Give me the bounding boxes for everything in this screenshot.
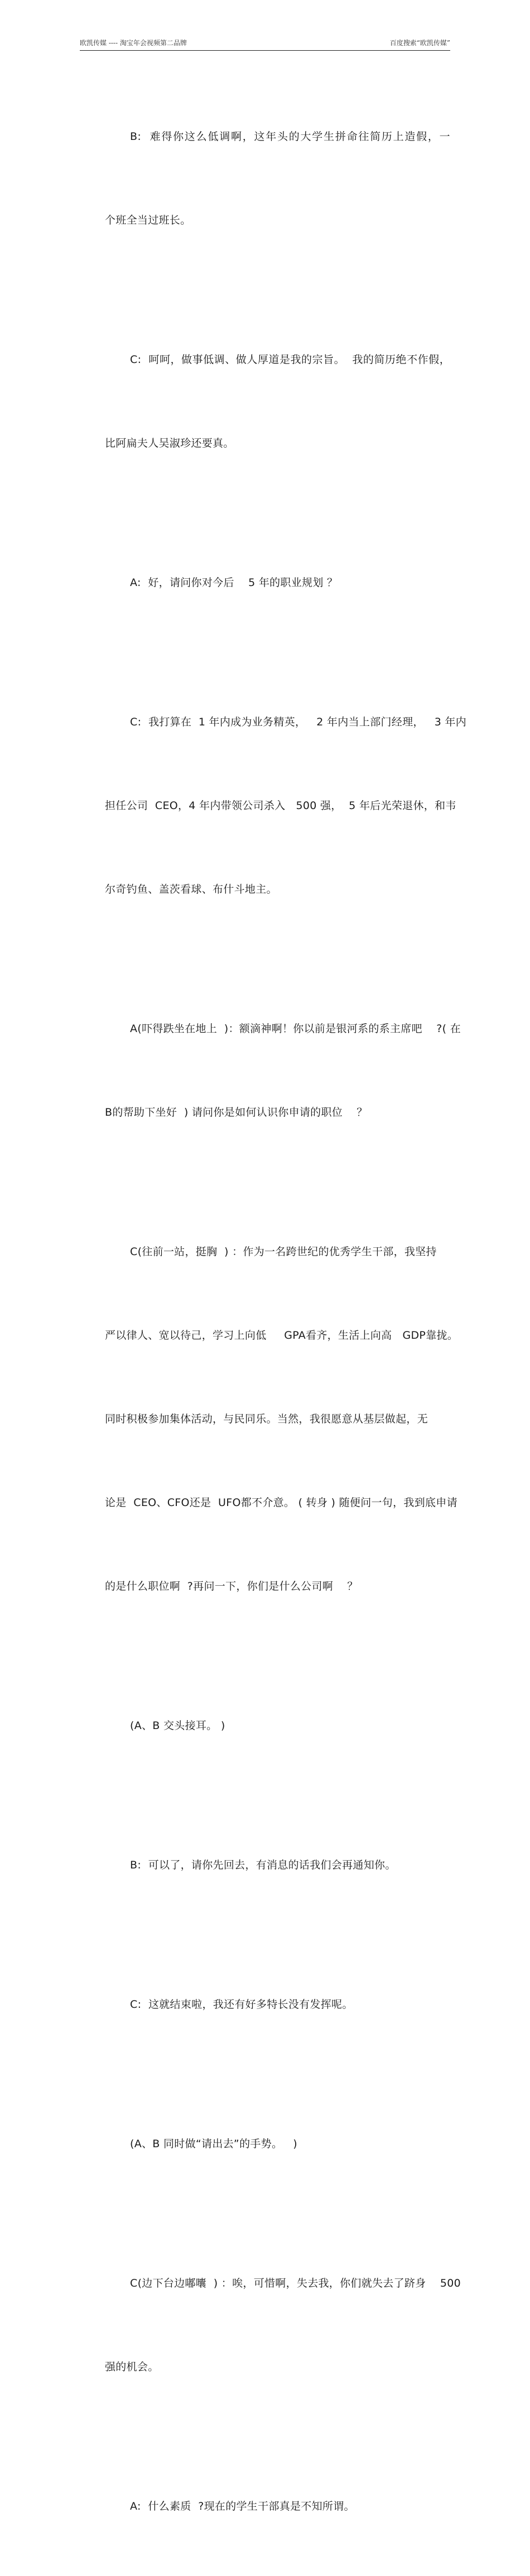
paragraph <box>80 2214 461 2437</box>
paragraph <box>80 513 450 652</box>
paragraph <box>80 1656 450 1795</box>
text-line: A: 什么素质 ?现在的学生干部真是不知所谓。 <box>130 2500 355 2512</box>
paragraph <box>80 1182 459 1656</box>
header-left-text: 欧凯传媒 ---- 淘宝年会视频第二品牌 <box>80 39 187 47</box>
text-line: 同时积极参加集体活动，与民同乐。当然，我很愿意从基层做起，无 <box>105 1413 428 1425</box>
text-line: (A、B 同时做“请出去”的手势。 ) <box>130 2138 298 2150</box>
paragraph <box>80 1935 450 2074</box>
text-line: 比阿扁夫人吴淑珍还要真。 <box>105 437 234 449</box>
text-line: B: 难得你这么低调啊，这年头的大学生拼命往简历上造假，一 <box>130 130 450 143</box>
paragraph <box>80 67 450 290</box>
text-line: C(边下台边嘟囔 ) ：唉，可惜啊，失去我，你们就失去了跻身 500 <box>130 2277 461 2289</box>
text-line: 强的机会。 <box>105 2361 159 2373</box>
paragraph <box>80 652 467 959</box>
paragraph <box>80 959 461 1182</box>
paragraph <box>80 2074 450 2214</box>
text-line: A(吓得跌坐在地上 )：额滴神啊！你以前是银河系的系主席吧 ?( 在 <box>130 1023 461 1035</box>
text-line: 严以律人、宽以待己，学习上向低 GPA看齐，生活上向高 GDP靠拢。 <box>105 1329 459 1342</box>
text-line: 的是什么职位啊 ?再问一下，你们是什么公司啊 ？ <box>105 1580 358 1592</box>
text-line: 担任公司 CEO，4 年内带领公司杀入 500 强， 5 年后光荣退休，和韦 <box>105 800 456 812</box>
paragraph <box>80 290 450 513</box>
text-line: B的帮助下坐好 ) 请问你是如何认识你申请的职位 ？ <box>105 1106 368 1118</box>
text-line: 尔奇钓鱼、盖茨看球、布什斗地主。 <box>105 883 277 895</box>
text-line: C: 我打算在 1 年内成为业务精英， 2 年内当上部门经理， 3 年内 <box>130 716 467 728</box>
text-line: C: 这就结束啦，我还有好多特长没有发挥呢。 <box>130 1998 353 2011</box>
text-line: (A、B 交头接耳。 ) <box>130 1720 225 1732</box>
text-line: B: 可以了，请你先回去，有消息的话我们会再通知你。 <box>130 1859 396 1871</box>
paragraph <box>80 2437 450 2576</box>
text-line: C: 呵呵，做事低调、做人厚道是我的宗旨。 我的简历绝不作假， <box>130 354 450 366</box>
document-body <box>80 67 467 2576</box>
text-line: 论是 CEO、CFO还是 UFO都不介意。 ( 转身 ) 随便问一句，我到底申请 <box>105 1497 457 1509</box>
header-right-text: 百度搜索“欧凯传媒” <box>389 39 450 47</box>
paragraph <box>80 1795 450 1935</box>
text-line: C(往前一站，挺胸 ) ：作为一名跨世纪的优秀学生干部，我坚持 <box>130 1246 437 1258</box>
page-header <box>80 37 450 51</box>
text-line: 个班全当过班长。 <box>105 214 191 226</box>
text-line: A: 好，请问你对今后 5 年的职业规划 ？ <box>130 577 338 589</box>
